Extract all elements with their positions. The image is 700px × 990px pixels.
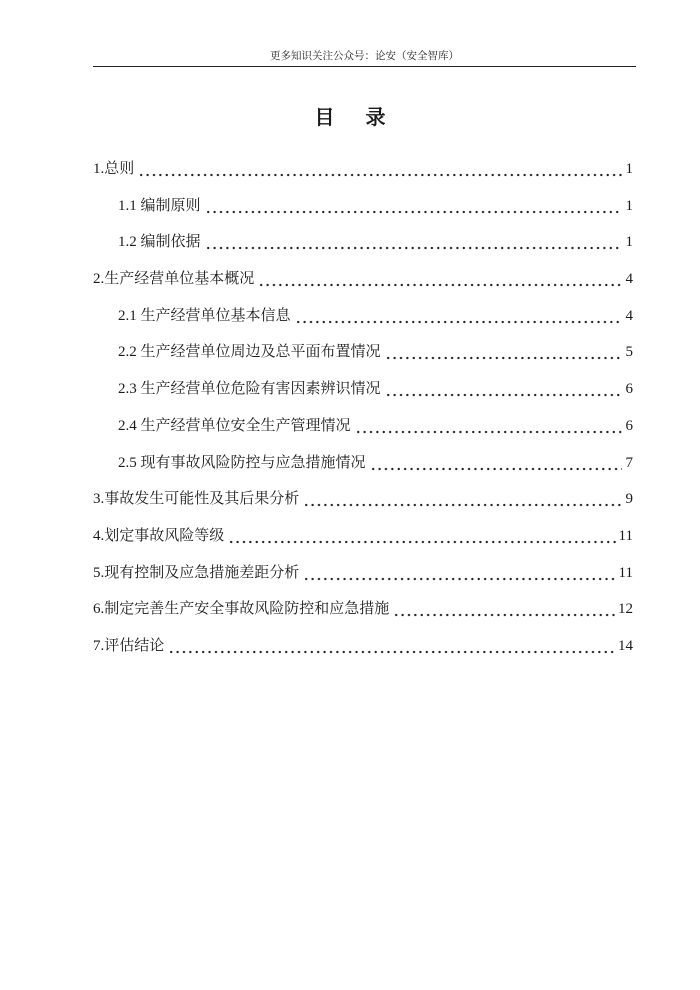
toc-entry-label: 4.划定事故风险等级 <box>93 527 225 544</box>
toc-entry-page: 6 <box>625 417 633 434</box>
toc-entry-label: 6.制定完善生产安全事故风险防控和应急措施 <box>93 601 390 618</box>
toc-entry-page: 9 <box>625 491 633 508</box>
toc-entry-label: 7.评估结论 <box>93 637 165 654</box>
toc-entry <box>93 414 633 451</box>
toc-entry-page: 4 <box>625 271 633 288</box>
toc-entry-page: 7 <box>625 454 633 471</box>
toc-entry <box>93 561 633 598</box>
dot-leader <box>385 377 622 401</box>
toc-entry-label: 2.3 生产经营单位危险有害因素辨识情况 <box>118 381 381 398</box>
toc-entry-page: 1 <box>625 197 633 214</box>
toc-entry-page: 11 <box>618 564 633 581</box>
toc-entry-label: 2.1 生产经营单位基本信息 <box>118 307 291 324</box>
toc-entry <box>93 157 633 194</box>
dot-leader <box>295 304 622 328</box>
toc-entry <box>93 304 633 341</box>
dot-leader <box>205 230 622 254</box>
page-title: 目 录 <box>314 105 398 129</box>
toc-entry-page: 12 <box>618 601 633 618</box>
page-header <box>93 47 636 67</box>
dot-leader <box>205 194 622 218</box>
toc-entry-page: 14 <box>618 637 633 654</box>
toc-entry <box>93 340 633 377</box>
dot-leader <box>393 597 615 621</box>
toc-entry <box>93 487 633 524</box>
dot-leader <box>355 414 622 438</box>
dot-leader <box>303 487 622 511</box>
toc-entry <box>93 267 633 304</box>
dot-leader <box>303 561 615 585</box>
toc-entry-page: 1 <box>625 161 633 177</box>
toc-entry-label: 2.4 生产经营单位安全生产管理情况 <box>118 417 351 434</box>
toc-entry <box>93 597 633 634</box>
header-text: 更多知识关注公众号：论安（安全智库） <box>270 50 459 62</box>
toc-entry <box>93 524 633 561</box>
toc-entry <box>93 230 633 267</box>
table-of-contents <box>93 157 633 671</box>
toc-entry-page: 4 <box>625 307 633 324</box>
dot-leader <box>138 157 622 181</box>
toc-entry-page: 11 <box>618 527 633 544</box>
dot-leader <box>370 451 622 475</box>
dot-leader <box>168 634 615 658</box>
dot-leader <box>228 524 615 548</box>
toc-entry-label: 1.总则 <box>93 161 135 177</box>
dot-leader <box>385 340 622 364</box>
toc-entry <box>93 451 633 488</box>
toc-entry-label: 2.5 现有事故风险防控与应急措施情况 <box>118 454 366 471</box>
toc-entry <box>93 194 633 231</box>
toc-entry-label: 1.1 编制原则 <box>118 197 201 214</box>
toc-entry-page: 1 <box>625 234 633 251</box>
dot-leader <box>258 267 622 291</box>
toc-entry-label: 1.2 编制依据 <box>118 234 201 251</box>
toc-entry-label: 5.现有控制及应急措施差距分析 <box>93 564 300 581</box>
toc-entry-page: 6 <box>625 381 633 398</box>
toc-entry-label: 2.2 生产经营单位周边及总平面布置情况 <box>118 344 381 361</box>
toc-entry-label: 2.生产经营单位基本概况 <box>93 271 255 288</box>
toc-entry <box>93 634 633 671</box>
toc-entry-label: 3.事故发生可能性及其后果分析 <box>93 491 300 508</box>
toc-entry-page: 5 <box>625 344 633 361</box>
toc-entry <box>93 377 633 414</box>
